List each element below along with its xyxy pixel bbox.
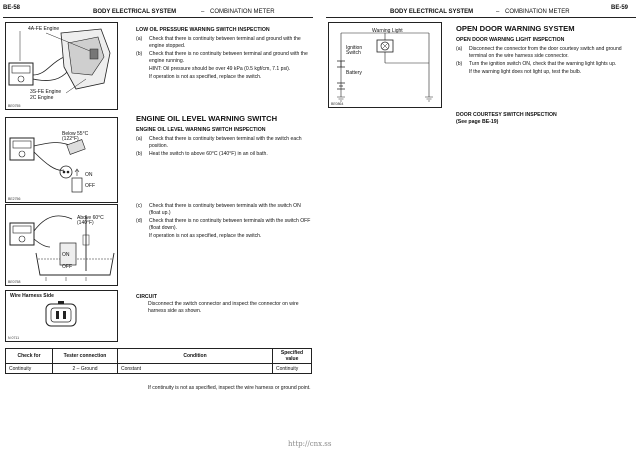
courtesy-title: DOOR COURTESY SWITCH INSPECTION (456, 112, 557, 118)
cell-specified-value: Continuity (273, 364, 312, 374)
fig1-label-engine: 4A-FE Engine (28, 26, 60, 32)
circuit-text: Disconnect the switch connector and inspect the connector on wire harness side as shown. (148, 301, 299, 315)
table-row (6, 364, 312, 374)
fig2-code: BE2756 (8, 197, 21, 201)
cell-check-for: Continuity (6, 364, 53, 374)
col-check-for: Check for (6, 349, 53, 364)
figure-oil-level-below (5, 117, 118, 203)
right-header-title: BODY ELECTRICAL SYSTEM (390, 9, 474, 15)
list-item: (a) Disconnect the connector from the door courtesy switch and ground terminal on the wire harness side connector. (456, 46, 622, 60)
fig1-code: BE0755 (8, 104, 21, 108)
list-item: (a) Check that there is continuity between terminal and ground with the engine stopped. (136, 36, 301, 50)
oil-level-title: ENGINE OIL LEVEL WARNING SWITCH INSPECTION (136, 127, 266, 133)
cell-condition: Constant (118, 364, 273, 374)
right-header-sub: COMBINATION METER (505, 9, 570, 15)
fig-label-ignition: Ignition Switch (346, 45, 363, 57)
open-door-items (456, 46, 634, 77)
fig3-code: BE0758 (8, 280, 21, 284)
col-tester-connection: Tester connection (53, 349, 118, 364)
left-header-rule (3, 17, 313, 18)
fig1-label-2c: 2C Engine (30, 95, 54, 101)
fig4-code: N 0711 (8, 336, 20, 340)
right-header-rule (326, 17, 636, 18)
low-oil-items (136, 36, 312, 82)
list-item: (b) Heat the switch to above 60°C (140°F) in an oil bath. (136, 151, 268, 158)
fig3-label-on: ON (62, 252, 70, 258)
left-header-title: BODY ELECTRICAL SYSTEM (93, 9, 177, 15)
circuit-title: CIRCUIT (136, 294, 158, 300)
fig2-label-off: OFF (85, 183, 95, 189)
list-item: (d) Check that there is no continuity between terminals with the switch OFF (float down). (136, 218, 311, 232)
list-item: HINT: Oil pressure should be over 49 kPa (0.5 kgf/cm, 7.1 psi). (149, 66, 291, 73)
fig-label-battery: Battery (346, 70, 362, 76)
figure-oil-pressure-switch (5, 22, 118, 110)
table-header-row (6, 349, 312, 364)
col-specified-value: Specified value (273, 349, 312, 364)
right-page-number: BE-59 (611, 5, 629, 11)
fig3-label-off: OFF (62, 264, 72, 270)
left-header-sub: COMBINATION METER (210, 9, 275, 15)
cell-tester-connection: 2 – Ground (53, 364, 118, 374)
list-item: (c) Check that there is continuity between terminals with the switch ON (float up.) (136, 203, 301, 217)
figure-warning-light-circuit (328, 22, 442, 108)
oil-level-items (136, 136, 312, 159)
col-condition: Condition (118, 349, 273, 364)
fig2-label-temp: Below 55°C (122°F) (62, 131, 89, 143)
fig3-label-temp: Above 60°C (140°F) (77, 215, 104, 227)
oil-level-items-2 (136, 203, 312, 241)
oil-level-heading: ENGINE OIL LEVEL WARNING SWITCH (136, 114, 278, 123)
figure-wire-harness (5, 290, 118, 342)
list-item: If operation is not as specified, replace the switch. (149, 233, 262, 240)
watermark-url: http://cnx.ss (288, 440, 332, 448)
fig4-label: Wire Harness Side (10, 293, 54, 299)
fig-right-code: BE0864 (331, 102, 344, 106)
list-item: If the warning light does not light up, test the bulb. (469, 69, 582, 76)
fig1-label-3sfe: 3S-FE Engine (30, 89, 62, 95)
list-item: (b) Turn the ignition switch ON, check that the warning light lights up. (456, 61, 617, 68)
circuit-drawing (329, 23, 441, 107)
left-header-sep: – (201, 9, 205, 15)
figure-oil-level-above (5, 204, 118, 286)
open-door-heading: OPEN DOOR WARNING SYSTEM (456, 24, 575, 33)
list-item: (a) Check that there is continuity between terminal with the switch each position. (136, 136, 302, 150)
spec-table (5, 348, 312, 374)
courtesy-ref: (See page BE-19) (456, 119, 499, 125)
open-door-title: OPEN DOOR WARNING LIGHT INSPECTION (456, 37, 565, 43)
fig2-label-on: ON (85, 172, 93, 178)
right-header-sep: – (496, 9, 500, 15)
continuity-note: If continuity is not as specified, inspect the wire harness or ground point. (148, 385, 311, 391)
left-page-number: BE-58 (3, 5, 21, 11)
list-item: (b) Check that there is no continuity between terminal and ground with the engine running. (136, 51, 308, 65)
oil-pressure-switch-drawing (6, 23, 117, 109)
list-item: If operation is not as specified, replace the switch. (149, 74, 262, 81)
fig-label-warning-light: Warning Light (372, 28, 403, 34)
low-oil-title: LOW OIL PRESSURE WARNING SWITCH INSPECTION (136, 27, 270, 33)
